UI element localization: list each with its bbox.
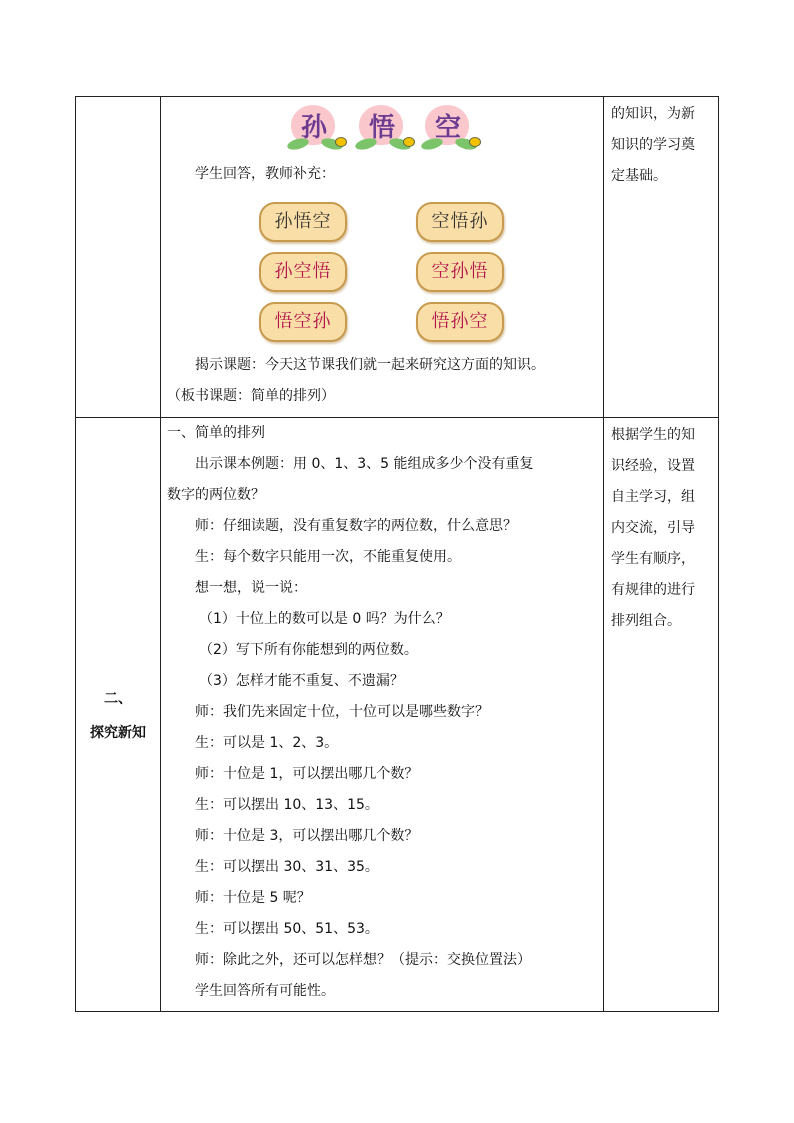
arrangement-card: 孙空悟 <box>259 252 347 292</box>
text-line: （1）十位上的数可以是 0 吗？为什么？ <box>199 611 450 627</box>
intent-line: 学生有顺序， <box>611 551 695 567</box>
arrangement-card: 悟孙空 <box>416 302 504 342</box>
text-line: 师：十位是 5 呢？ <box>195 890 311 906</box>
text-line: （2）写下所有你能想到的两位数。 <box>199 642 418 658</box>
intent-line: 自主学习，组 <box>611 489 695 505</box>
intent-line: 定基础。 <box>611 168 667 184</box>
peach-char: 空 <box>434 113 461 143</box>
stage-number: 二、 <box>104 690 132 707</box>
peach-char: 孙 <box>300 113 327 143</box>
peach-char: 悟 <box>368 113 395 143</box>
stage-cell-empty <box>76 97 161 418</box>
table-row <box>76 418 719 1012</box>
arrangement-card: 孙悟空 <box>259 202 347 242</box>
arrangement-card: 空孙悟 <box>416 252 504 292</box>
arrangement-card: 悟空孙 <box>259 302 347 342</box>
text-line: 生：可以是 1、2、3。 <box>195 735 339 751</box>
text-line: 揭示课题：今天这节课我们就一起来研究这方面的知识。 <box>195 357 545 373</box>
content-cell <box>161 418 604 1012</box>
text-line: 师：我们先来固定十位，十位可以是哪些数字？ <box>195 704 489 720</box>
text-line: 师：除此之外，还可以怎样想？（提示：交换位置法） <box>195 952 531 968</box>
table-row <box>76 97 719 418</box>
text-line: （3）怎样才能不重复、不遗漏？ <box>199 673 404 689</box>
arrangement-cards <box>161 190 603 350</box>
intent-line: 排列组合。 <box>611 613 681 629</box>
text-line: 想一想，说一说： <box>195 580 307 596</box>
text-line: 学生回答，教师补充： <box>195 166 335 182</box>
intent-line: 的知识，为新 <box>611 106 695 122</box>
lesson-plan-table <box>75 96 719 1012</box>
intent-line: 有规律的进行 <box>611 582 695 598</box>
intent-line: 识经验，设置 <box>611 458 695 474</box>
section-heading: 一、简单的排列 <box>167 425 265 441</box>
intent-line: 知识的学习奠 <box>611 137 695 153</box>
peach-icon <box>423 103 473 149</box>
text-line: 师：仔细读题，没有重复数字的两位数，什么意思？ <box>195 518 517 534</box>
content-cell <box>161 97 604 418</box>
text-line: 学生回答所有可能性。 <box>195 983 335 999</box>
stage-name: 探究新知 <box>90 724 146 741</box>
design-intent-cell <box>604 418 719 1012</box>
text-line: 师：十位是 3，可以摆出哪几个数？ <box>195 828 419 844</box>
text-line: 出示课本例题：用 0、1、3、5 能组成多少个没有重复 <box>195 456 534 472</box>
peach-icon <box>357 103 407 149</box>
text-line: （板书课题：简单的排列） <box>167 388 335 404</box>
peach-icon <box>289 103 339 149</box>
stage-cell <box>76 418 161 1012</box>
peach-title <box>161 97 603 159</box>
intent-line: 内交流，引导 <box>611 520 695 536</box>
text-line: 数字的两位数？ <box>167 487 265 503</box>
text-line: 生：每个数字只能用一次，不能重复使用。 <box>195 549 461 565</box>
text-line: 生：可以摆出 10、13、15。 <box>195 797 379 813</box>
arrangement-card: 空悟孙 <box>416 202 504 242</box>
text-line: 生：可以摆出 50、51、53。 <box>195 921 379 937</box>
text-line: 师：十位是 1，可以摆出哪几个数？ <box>195 766 419 782</box>
intent-line: 根据学生的知 <box>611 427 695 443</box>
text-line: 生：可以摆出 30、31、35。 <box>195 859 379 875</box>
design-intent-cell <box>604 97 719 418</box>
